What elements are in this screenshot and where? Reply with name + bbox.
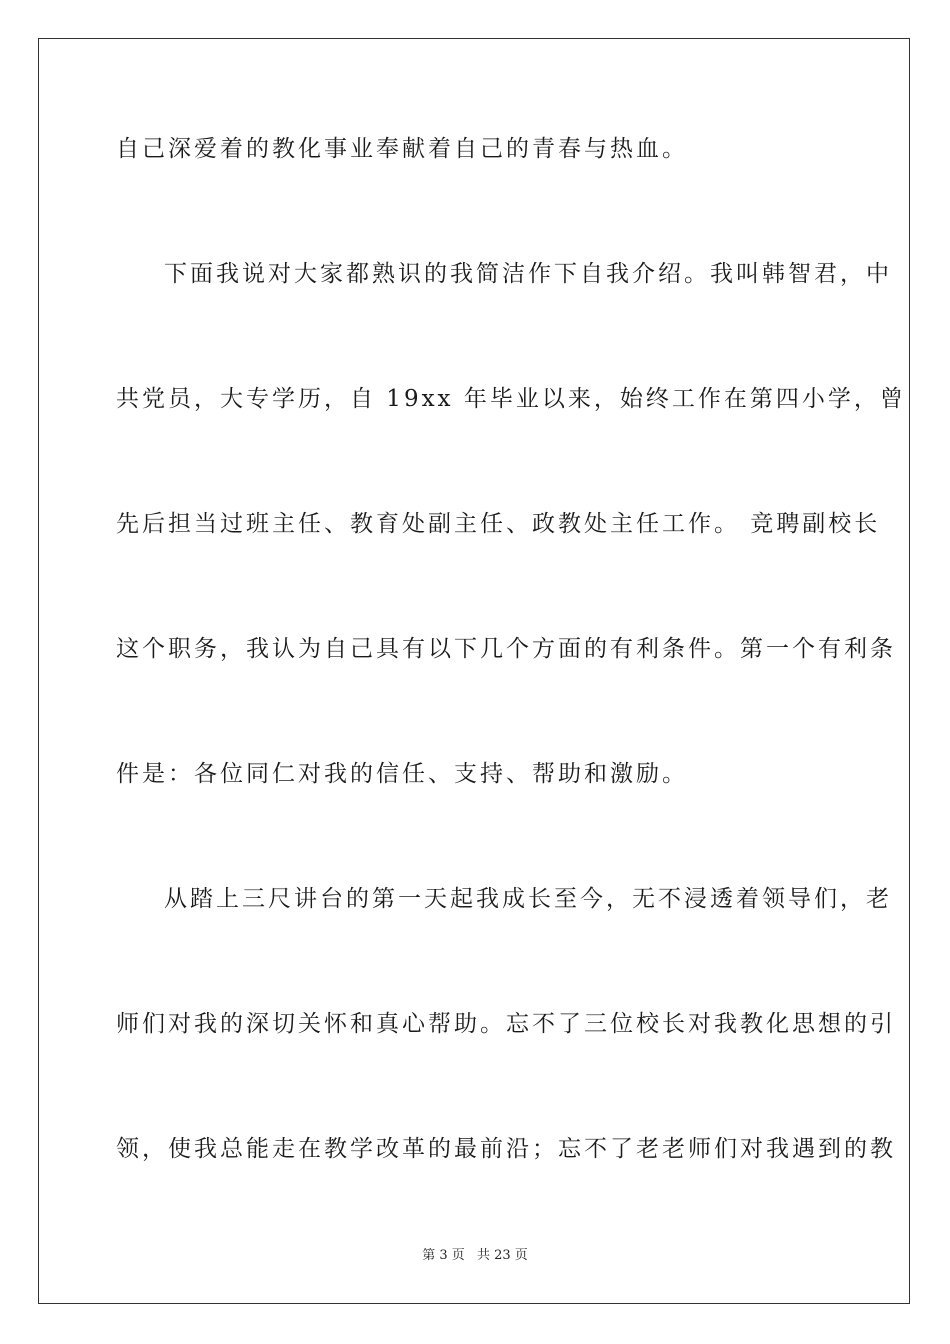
text-line-3: 共党员，大专学历，自 19xx 年毕业以来，始终工作在第四小学，曾 xyxy=(116,386,906,412)
page-number: 第 3 页 xyxy=(422,1248,465,1263)
text-line-6: 件是：各位同仁对我的信任、支持、帮助和激励。 xyxy=(116,761,688,787)
text-line-5: 这个职务，我认为自己具有以下几个方面的有利条件。第一个有利条 xyxy=(116,636,896,662)
text-line-8: 师们对我的深切关怀和真心帮助。忘不了三位校长对我教化思想的引 xyxy=(116,1011,896,1037)
page-total: 共 23 页 xyxy=(476,1248,528,1263)
text-line-1: 自己深爱着的教化事业奉献着自己的青春与热血。 xyxy=(116,136,688,162)
page-footer xyxy=(0,1244,950,1263)
text-line-9: 领，使我总能走在教学改革的最前沿；忘不了老老师们对我遇到的教 xyxy=(116,1136,896,1162)
text-line-7: 从踏上三尺讲台的第一天起我成长至今，无不浸透着领导们，老 xyxy=(164,886,892,912)
text-line-2: 下面我说对大家都熟识的我简洁作下自我介绍。我叫韩智君，中 xyxy=(164,261,892,287)
text-line-4: 先后担当过班主任、教育处副主任、政教处主任工作。 竞聘副校长 xyxy=(116,511,881,537)
page-border xyxy=(38,38,910,1304)
